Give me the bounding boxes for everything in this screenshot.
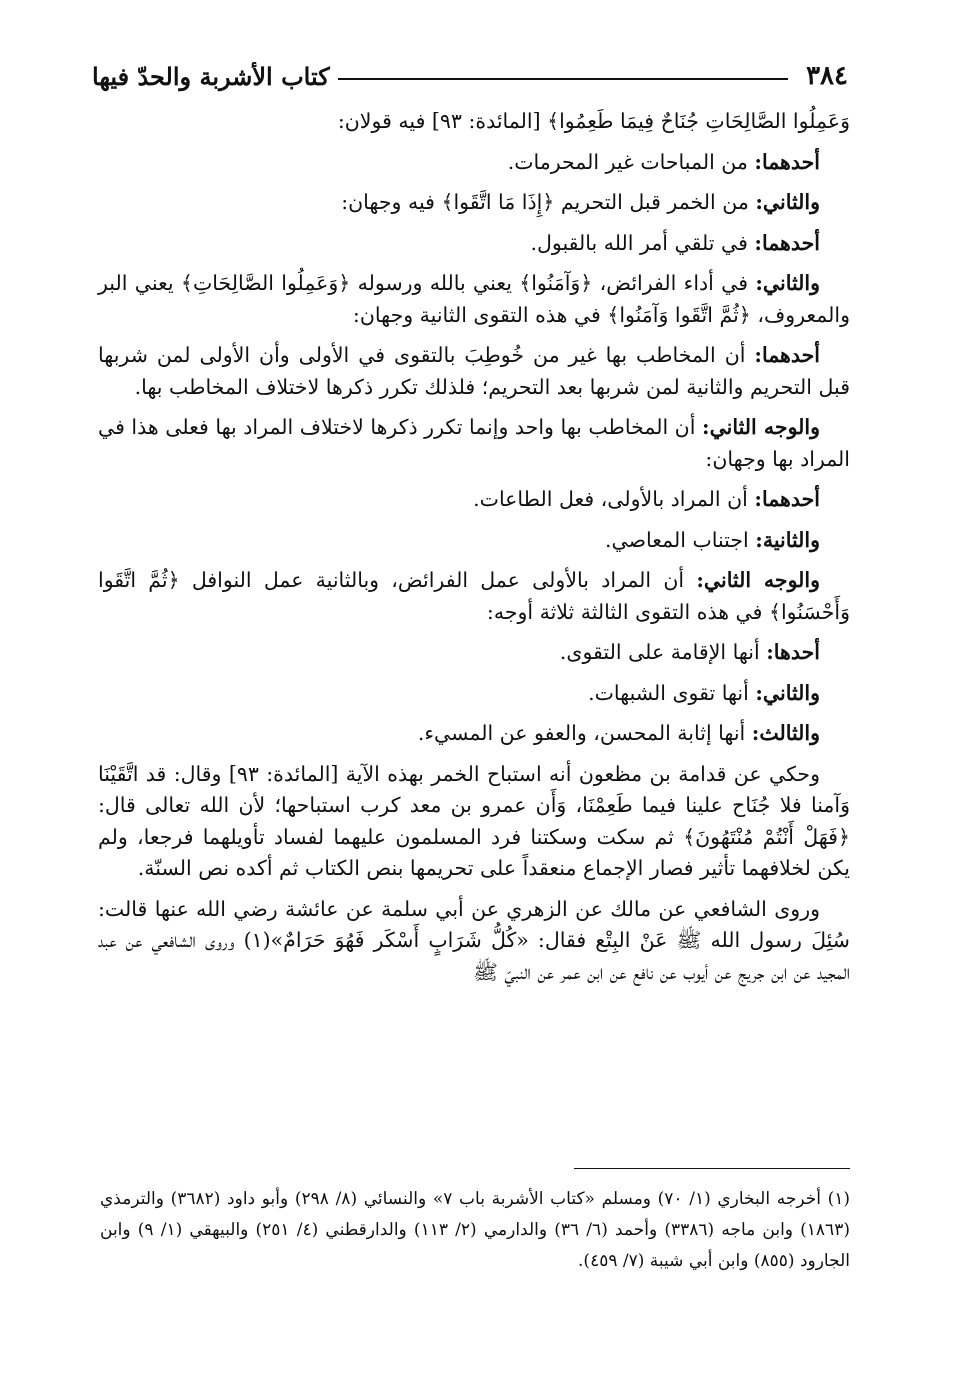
paragraph-text: في أداء الفرائض، ﴿وَآمَنُوا﴾ يعني بالله ورسوله ﴿وَعَمِلُوا الصَّالِحَاتِ﴾ يعني البر والمعروف، ﴿ثُمَّ اتَّقَوا وَآمَنُوا﴾ في هذه التقوى الثانية وجهان: (98, 271, 850, 327)
paragraph (98, 187, 850, 219)
paragraph-lead: أحدهما: (754, 149, 820, 174)
paragraph (98, 565, 850, 628)
paragraph-lead: والثاني: (755, 271, 820, 295)
paragraph (98, 484, 850, 516)
paragraph-text: أن المراد بالأولى عمل الفرائض، وبالثانية عمل النوافل ﴿ثُمَّ اتَّقَوا وَأَحْسَنُوا﴾ في هذه التقوى الثالثة ثلاثة أوجه: (98, 568, 850, 624)
footnote: (١) أخرجه البخاري (١/ ٧٠) ومسلم «كتاب الأشربة باب ٧» والنسائي (٨/ ٢٩٨) وأبو داود (٣٦٨٢) والترمذي (١٨٦٣) وابن ماجه (٣٣٨٦) وأحمد (٦/ ٣٦) والدارمي (٢/ ١١٣) والدارقطني (٤/ ٢٥١) والبيهقي (١/ ٩) وابن الجارود (٨٥٥) وابن أبي شيبة (٧/ ٤٥٩). (100, 1189, 850, 1271)
paragraph (98, 637, 850, 669)
paragraph-text: أنها تقوى الشبهات. (588, 680, 756, 705)
paragraph (98, 106, 850, 138)
paragraph-text: أنها إثابة المحسن، والعفو عن المسيء. (417, 721, 752, 745)
paragraph-text: في تلقي أمر الله بالقبول. (530, 230, 755, 255)
paragraph-text: وَعَمِلُوا الصَّالِحَاتِ جُنَاحٌ فِيمَا طَعِمُوا﴾ [المائدة: ٩٣] فيه قولان: (337, 109, 850, 133)
paragraph-lead: أحدها: (766, 640, 820, 664)
paragraph (98, 147, 850, 179)
paragraph (98, 412, 850, 475)
paragraph-text: من الخمر قبل التحريم ﴿إِذَا مَا اتَّقَوا﴾ فيه وجهان: (341, 190, 756, 214)
paragraph-text: وروى الشافعي عن مالك عن الزهري عن أبي سلمة عن عائشة رضي الله عنها قالت: سُئِلَ رسول الله ﷺ عَنْ البِتْع فقال: «كُلُّ شَرَابٍ أَسْكَر فَهُوَ حَرَامٌ»(١) وروى الشافعي عن عبد المجيد عن ابن جريج عن أيوب عن نافع عن ابن عمر عن النبيّ ﷺ (98, 896, 850, 984)
paragraph-lead: والوجه الثاني: (702, 415, 820, 439)
paragraph (98, 525, 850, 557)
paragraph-text: أنها الإقامة على التقوى. (559, 640, 767, 664)
header-rule (338, 78, 788, 80)
page-number: ٣٨٤ (806, 61, 848, 91)
footnote-separator (574, 1168, 850, 1169)
paragraph-lead: والثاني: (755, 190, 820, 214)
paragraph-lead: والوجه الثاني: (696, 568, 820, 592)
paragraph-lead: والثاني: (755, 680, 820, 705)
paragraph-text: من المباحات غير المحرمات. (507, 149, 755, 174)
paragraph-text: وحكي عن قدامة بن مظعون أنه استباح الخمر بهذه الآية [المائدة: ٩٣] وقال: قد اتَّقَيْنَا وَآمنا فلا جُنَاح علينا فيما طَعِمْنَا، وَأَن عمرو بن معد كرب استباحها؛ لأن الله تعالى قال: ﴿فَهَلْ أَنْتُمْ مُنْتَهُونَ﴾ ثم سكت وسكتنا فرد المسلمون عليهما لفساد تأويلهما فرجعا، ولم يكن لخلافهما تأثير فصار الإجماع منعقداً على تحريمها بنص الكتاب ثم أكده نص السنّة. (98, 761, 850, 880)
paragraph (98, 718, 850, 750)
paragraph-text: أن المراد بالأولى، فعل الطاعات. (473, 487, 755, 511)
paragraph-lead: أحدهما: (754, 487, 820, 511)
paragraph-text: اجتناب المعاصي. (605, 527, 756, 552)
paragraph (98, 678, 850, 710)
main-text (98, 106, 850, 997)
footnotes (100, 1184, 850, 1277)
paragraph (98, 228, 850, 260)
paragraph-text: أن المخاطب بها واحد وإنما تكرر ذكرها لاختلاف المراد بها فعلى هذا في المراد بها وجهان: (98, 415, 850, 471)
running-title: كتاب الأشربة والحدّ فيها (92, 61, 330, 91)
paragraph-lead: والثانية: (755, 527, 820, 552)
paragraph (98, 268, 850, 331)
paragraph-text: أن المخاطب بها غير من خُوطِبَ بالتقوى في الأولى وأن الأولى لمن شربها قبل التحريم والثانية لمن شربها بعد التحريم؛ فلذلك تكرر ذكرها لاختلاف المخاطب بها. (98, 343, 850, 399)
paragraph (98, 340, 850, 403)
paragraph (98, 894, 850, 989)
running-header (92, 56, 848, 96)
paragraph-lead: أحدهما: (754, 343, 820, 367)
paragraph (98, 759, 850, 885)
paragraph-lead: أحدهما: (754, 230, 820, 255)
paragraph-lead: والثالث: (751, 721, 820, 745)
